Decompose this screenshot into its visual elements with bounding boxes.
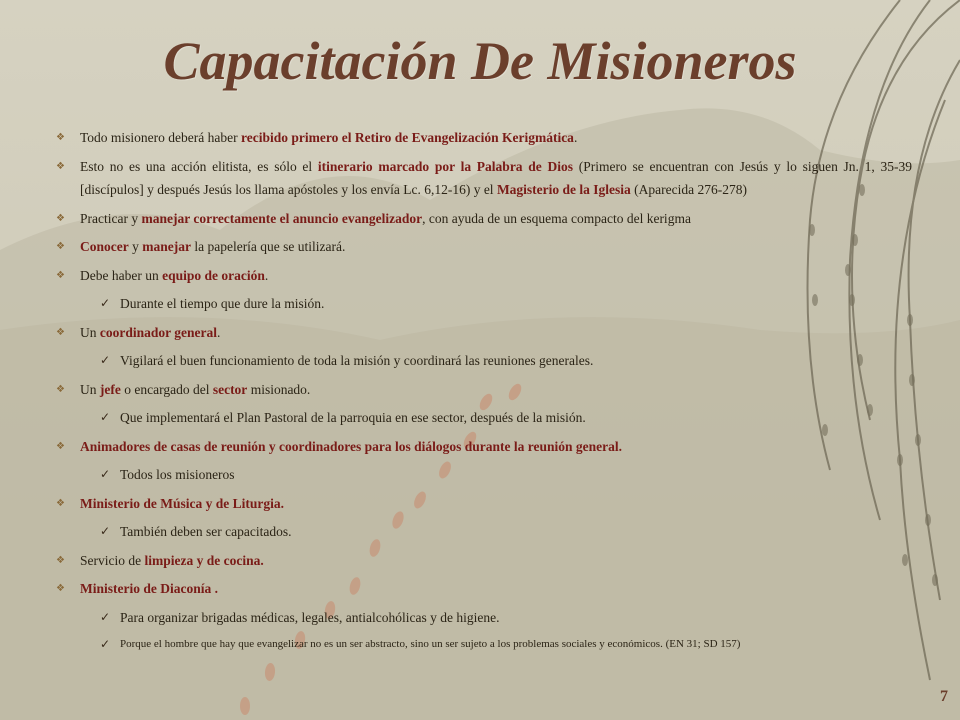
diamond-bullet-icon: ❖ bbox=[56, 497, 65, 509]
diamond-bullet-icon: ❖ bbox=[56, 132, 65, 143]
page-number: 7 bbox=[940, 688, 948, 705]
list-item-text: , con ayuda de un esquema compacto del kerigma bbox=[422, 210, 691, 226]
sub-list-item-text: Durante el tiempo que dure la misión. bbox=[120, 296, 325, 311]
sub-list-item-text: También deben ser capacitados. bbox=[120, 524, 292, 539]
sub-list-item bbox=[56, 349, 912, 373]
sub-list-item bbox=[56, 634, 912, 654]
diamond-bullet-icon: ❖ bbox=[56, 326, 65, 338]
checkmark-icon: ✓ bbox=[100, 637, 111, 651]
list-item-text: Debe haber un bbox=[80, 267, 163, 283]
list-item-text: . bbox=[573, 130, 578, 145]
list-item bbox=[56, 435, 912, 459]
diamond-bullet-icon: ❖ bbox=[56, 583, 65, 594]
list-item-text: (Primero se encuentran con Jesús y lo siguen Jn. 1, 35-39 [discípulos] y después Jesús los llama apóstoles y los envía Lc. 6,12-16) y el bbox=[80, 158, 913, 197]
checkmark-icon: ✓ bbox=[100, 410, 111, 424]
list-item-text: Esto no es una acción elitista, es sólo el bbox=[80, 158, 318, 174]
list-item-text: Un bbox=[80, 324, 100, 340]
diamond-bullet-icon: ❖ bbox=[56, 212, 65, 224]
emphasized-text: jefe bbox=[99, 381, 121, 397]
slide-title: Capacitación De Misioneros bbox=[163, 31, 797, 91]
list-item bbox=[56, 549, 912, 573]
emphasized-text: Ministerio de Música y de Liturgia. bbox=[80, 495, 284, 511]
sub-list-item-text: Que implementará el Plan Pastoral de la parroquia en ese sector, después de la misión. bbox=[120, 410, 586, 425]
list-item-text: . bbox=[264, 267, 269, 283]
emphasized-text: Conocer bbox=[80, 239, 129, 254]
list-item bbox=[56, 207, 912, 231]
sub-list-item-text: Todos los misioneros bbox=[120, 467, 235, 482]
list-item-text: Un bbox=[80, 381, 100, 397]
bullet-list bbox=[56, 126, 912, 659]
emphasized-text: Ministerio de Diaconía . bbox=[80, 581, 218, 596]
emphasized-text: manejar bbox=[142, 239, 191, 254]
list-item-text: . bbox=[217, 324, 221, 340]
list-item bbox=[56, 321, 912, 345]
list-item-text: Servicio de bbox=[80, 552, 145, 568]
emphasized-text: manejar correctamente el anuncio evangelizador bbox=[141, 210, 423, 226]
sub-list-item bbox=[56, 606, 912, 630]
sub-list-item bbox=[56, 406, 912, 430]
emphasized-text: sector bbox=[212, 381, 248, 397]
diamond-bullet-icon: ❖ bbox=[56, 160, 65, 172]
sub-list-item bbox=[56, 292, 912, 316]
list-item-text: Todo misionero deberá haber bbox=[80, 130, 241, 145]
sub-list-item bbox=[56, 520, 912, 544]
emphasized-text: recibido primero el Retiro de Evangelización Kerigmática bbox=[241, 130, 574, 145]
list-item-text: o encargado del bbox=[120, 381, 213, 397]
list-item bbox=[56, 155, 912, 202]
emphasized-text: equipo de oración bbox=[162, 267, 265, 283]
diamond-bullet-icon: ❖ bbox=[56, 269, 65, 281]
emphasized-text: itinerario marcado por la Palabra de Dios bbox=[317, 158, 574, 174]
diamond-bullet-icon: ❖ bbox=[56, 383, 65, 395]
list-item bbox=[56, 126, 912, 150]
list-item-text: (Aparecida 276-278) bbox=[630, 182, 747, 197]
emphasized-text: coordinador general bbox=[99, 324, 217, 340]
sub-list-item bbox=[56, 463, 912, 487]
list-item-text: y bbox=[128, 239, 143, 254]
checkmark-icon: ✓ bbox=[100, 609, 111, 624]
list-item-text: la papelería que se utilizará. bbox=[190, 239, 346, 254]
checkmark-icon: ✓ bbox=[100, 296, 111, 310]
list-item-text: Practicar y bbox=[80, 210, 142, 226]
sub-list-item-text: Para organizar brigadas médicas, legales, antialcohólicas y de higiene. bbox=[120, 609, 500, 625]
sub-list-item-text: Vigilará el buen funcionamiento de toda la misión y coordinará las reuniones generales. bbox=[120, 353, 594, 368]
diamond-bullet-icon: ❖ bbox=[56, 554, 65, 566]
list-item-text: misionado. bbox=[247, 381, 311, 397]
diamond-bullet-icon: ❖ bbox=[56, 241, 65, 252]
list-item bbox=[56, 264, 912, 288]
diamond-bullet-icon: ❖ bbox=[56, 440, 65, 452]
emphasized-text: limpieza y de cocina. bbox=[144, 552, 264, 568]
list-item bbox=[56, 235, 912, 259]
sub-list-item-text: Porque el hombre que hay que evangelizar no es un ser abstracto, sino un ser sujeto a los problemas sociales y económicos. (EN 31; SD 157) bbox=[120, 638, 741, 650]
list-item bbox=[56, 378, 912, 402]
emphasized-text: Animadores de casas de reunión y coordinadores para los diálogos durante la reunión general. bbox=[80, 438, 623, 454]
checkmark-icon: ✓ bbox=[100, 353, 111, 367]
emphasized-text: Magisterio de la Iglesia bbox=[496, 182, 631, 197]
list-item bbox=[56, 492, 912, 516]
checkmark-icon: ✓ bbox=[100, 524, 111, 538]
list-item bbox=[56, 577, 912, 601]
checkmark-icon: ✓ bbox=[100, 467, 111, 481]
